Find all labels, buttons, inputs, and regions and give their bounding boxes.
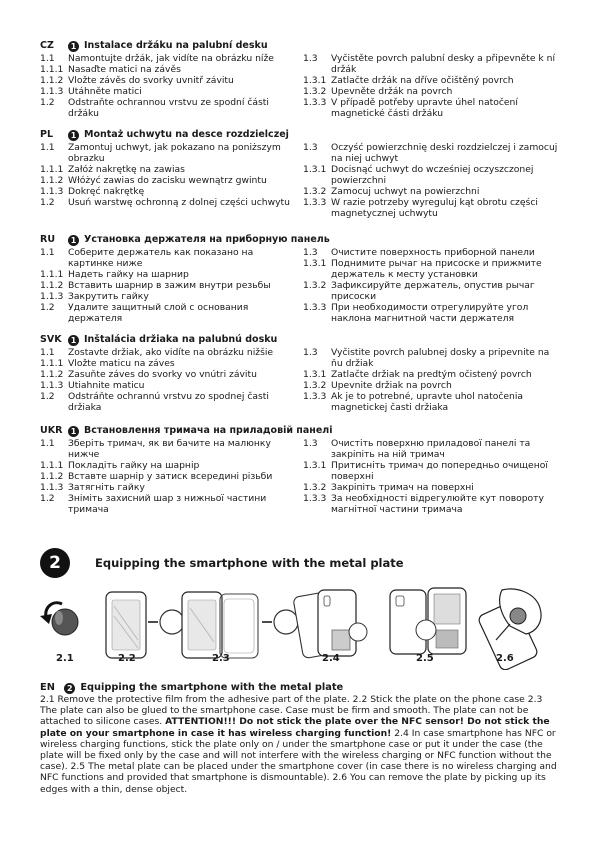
instruction-row bbox=[303, 380, 560, 391]
instruction-row bbox=[40, 164, 295, 175]
instruction-row bbox=[303, 493, 560, 515]
instruction-number: 1.1.1 bbox=[40, 358, 64, 369]
instruction-text: За необхідності відрегулюйте кут повороту магнітної частини тримача bbox=[331, 493, 544, 515]
instruction-number: 1.2 bbox=[40, 97, 55, 108]
instruction-row bbox=[40, 247, 295, 269]
instruction-number: 1.1.2 bbox=[40, 280, 64, 291]
instruction-number: 1.3 bbox=[303, 142, 318, 153]
instruction-text: Nasaďte matici na závěs bbox=[68, 64, 181, 75]
instruction-row bbox=[303, 186, 560, 197]
step-label: 2.6 bbox=[496, 653, 514, 664]
instruction-text: Upevnite držiak na povrch bbox=[331, 380, 452, 391]
en-text-part-1: 2.1 Remove the protective film from the adhesive part of the plate. 2.2 Stick the plate on the phone case 2.3 The plate can also be glued to the smartphone case. Case must be firm and smooth. The plate can not be attached to silicone cases. bbox=[40, 694, 543, 728]
instruction-number: 1.3.3 bbox=[303, 493, 327, 504]
lang-title bbox=[68, 129, 289, 141]
lang-block-svk bbox=[40, 334, 560, 413]
instruction-row bbox=[40, 186, 295, 197]
instruction-text: W razie potrzeby wyreguluj kąt obrotu części magnetycznej uchwytu bbox=[331, 197, 538, 219]
instructions-left-column bbox=[40, 142, 295, 208]
instruction-text: Zasuňte záves do svorky vo vnútri závitu bbox=[68, 369, 257, 380]
en-body bbox=[40, 694, 562, 795]
en-warning: ATTENTION!!! Do not stick the plate over the NFC sensor! Do not stick the plate on your smartphone in case it has wireless charging function! bbox=[40, 716, 550, 739]
instruction-number: 1.3 bbox=[303, 53, 318, 64]
step-number-badge: 1 bbox=[68, 426, 79, 437]
instruction-text: Зафиксируйте держатель, опустив рычаг присоски bbox=[331, 280, 535, 302]
instruction-row bbox=[303, 482, 560, 493]
lang-code: UKR bbox=[40, 425, 63, 436]
instruction-text: Vložte maticu na záves bbox=[68, 358, 175, 369]
phone-with-plate-icon bbox=[106, 592, 184, 658]
instruction-text: Vyčistěte povrch palubní desky a připevněte k ní držák bbox=[331, 53, 556, 75]
instruction-text: Закрутить гайку bbox=[68, 291, 149, 302]
instruction-text: Зніміть захисний шар з нижньої частини тримача bbox=[68, 493, 267, 515]
section-2-title: Equipping the smartphone with the metal plate bbox=[95, 556, 404, 570]
instruction-number: 1.1.3 bbox=[40, 86, 64, 97]
instruction-number: 1.2 bbox=[40, 493, 55, 504]
instruction-number: 1.3.2 bbox=[303, 380, 327, 391]
instruction-row bbox=[40, 347, 295, 358]
instruction-row bbox=[303, 347, 560, 369]
lang-title-text: Montaż uchwytu na desce rozdzielczej bbox=[84, 129, 289, 140]
instruction-row bbox=[40, 482, 295, 493]
phone-cover-open-icon bbox=[390, 588, 466, 654]
instruction-number: 1.2 bbox=[40, 391, 55, 402]
instructions-right-column bbox=[303, 438, 560, 515]
instruction-text: Oczyść powierzchnię deski rozdzielczej i zamocuj na niej uchwyt bbox=[331, 142, 558, 164]
instruction-text: Włóżyć zawias do zacisku wewnątrz gwintu bbox=[68, 175, 267, 186]
instruction-number: 1.1.2 bbox=[40, 369, 64, 380]
instruction-text: V případě potřeby upravte úhel natočení magnetické části držáku bbox=[331, 97, 518, 119]
instructions-right-column bbox=[303, 53, 560, 119]
en-instructions bbox=[40, 682, 562, 795]
instruction-row bbox=[40, 75, 295, 86]
instruction-number: 1.3.1 bbox=[303, 75, 327, 86]
step-number-badge: 1 bbox=[68, 130, 79, 141]
section-number-badge: 2 bbox=[40, 548, 70, 578]
en-text-part-2: 2.4 In case smartphone has NFC or wireless charging functions, stick the plate only on / under the smartphone case or put it under the case (the plate will be fixed only by the case and will not interfere with the wireless charging or NFC function without the case). 2.5 The metal plate can be placed under the smartphone cover (in case there is no wireless charging and NFC functions and provided that smartphone is dismountable). 2.6 You can remove the plate by picking up its edges with a thin, dense object. bbox=[40, 727, 557, 795]
instruction-row bbox=[40, 493, 295, 515]
instructions-left-column bbox=[40, 247, 295, 324]
lang-block-ukr bbox=[40, 425, 560, 515]
instruction-text: Namontujte držák, jak vidíte na obrázku níže bbox=[68, 53, 274, 64]
instruction-text: Покладіть гайку на шарнір bbox=[68, 460, 200, 471]
instruction-row bbox=[303, 460, 560, 482]
instruction-text: Зберіть тримач, як ви бачите на малюнку нижче bbox=[68, 438, 271, 460]
instruction-row bbox=[303, 75, 560, 86]
instruction-text: Zatlačte držiak na predtým očistený povrch bbox=[331, 369, 532, 380]
instruction-row bbox=[40, 358, 295, 369]
instructions-right-column bbox=[303, 142, 560, 219]
phone-back-case-icon bbox=[293, 590, 367, 659]
instruction-number: 1.3.3 bbox=[303, 97, 327, 108]
instruction-row bbox=[40, 53, 295, 64]
instruction-number: 1.1 bbox=[40, 438, 55, 449]
instruction-row bbox=[40, 97, 295, 119]
instruction-text: Vložte závěs do svorky uvnitř závitu bbox=[68, 75, 234, 86]
instruction-text: Utáhněte matici bbox=[68, 86, 142, 97]
instruction-text: Удалите защитный слой с основания держателя bbox=[68, 302, 249, 324]
instruction-number: 1.3.1 bbox=[303, 258, 327, 269]
instruction-number: 1.3 bbox=[303, 438, 318, 449]
instruction-number: 1.3.2 bbox=[303, 186, 327, 197]
instruction-row bbox=[303, 302, 560, 324]
instruction-row bbox=[303, 53, 560, 75]
instruction-row bbox=[40, 369, 295, 380]
instruction-text: Притисніть тримач до попередньо очищеної поверхні bbox=[331, 460, 548, 482]
instruction-number: 1.1.1 bbox=[40, 460, 64, 471]
instruction-row bbox=[40, 438, 295, 460]
instruction-row bbox=[40, 142, 295, 164]
lang-title bbox=[68, 334, 277, 346]
instruction-text: Соберите держатель как показано на картинке ниже bbox=[68, 247, 254, 269]
instruction-row bbox=[40, 280, 295, 291]
step-number-badge: 1 bbox=[68, 235, 79, 246]
instruction-number: 1.1.1 bbox=[40, 64, 64, 75]
instruction-number: 1.1.1 bbox=[40, 164, 64, 175]
instruction-text: Вставить шарнир в зажим внутри резьбы bbox=[68, 280, 271, 291]
instruction-number: 1.3.3 bbox=[303, 391, 327, 402]
step-number-badge: 1 bbox=[68, 41, 79, 52]
step-label: 2.3 bbox=[212, 653, 230, 664]
instruction-row bbox=[303, 164, 560, 186]
instruction-number: 1.3.2 bbox=[303, 482, 327, 493]
instruction-text: Załóż nakrętkę na zawias bbox=[68, 164, 185, 175]
lang-block-cz bbox=[40, 40, 560, 119]
instructions-left-column bbox=[40, 53, 295, 119]
lang-block-ru bbox=[40, 234, 560, 324]
instruction-text: Вставте шарнір у затиск всередині різьби bbox=[68, 471, 273, 482]
instruction-row bbox=[40, 269, 295, 280]
instruction-row bbox=[40, 471, 295, 482]
instruction-number: 1.3.1 bbox=[303, 369, 327, 380]
plate-with-arrow-icon bbox=[40, 603, 78, 635]
instruction-text: Usuń warstwę ochronną z dolnej części uchwytu bbox=[68, 197, 290, 208]
instruction-text: Upevněte držák na povrch bbox=[331, 86, 453, 97]
instruction-row bbox=[40, 175, 295, 186]
instruction-text: Затягніть гайку bbox=[68, 482, 145, 493]
instruction-row bbox=[303, 97, 560, 119]
instruction-number: 1.1 bbox=[40, 142, 55, 153]
instruction-number: 1.3.2 bbox=[303, 86, 327, 97]
step-number-badge: 1 bbox=[68, 335, 79, 346]
instruction-number: 1.1.3 bbox=[40, 291, 64, 302]
instruction-text: Очистите поверхность приборной панели bbox=[331, 247, 535, 258]
instruction-row bbox=[40, 197, 295, 208]
phone-case-plate-icon bbox=[182, 592, 298, 658]
instruction-number: 1.1 bbox=[40, 53, 55, 64]
instruction-number: 1.1.1 bbox=[40, 269, 64, 280]
step-label: 2.2 bbox=[118, 653, 136, 664]
instruction-number: 1.1.3 bbox=[40, 482, 64, 493]
instruction-text: При необходимости отрегулируйте угол наклона магнитной части держателя bbox=[331, 302, 529, 324]
instruction-text: Zatlačte držák na dříve očištěný povrch bbox=[331, 75, 514, 86]
instruction-text: Ak je to potrebné, upravte uhol natočenia magnetickej časti držiaka bbox=[331, 391, 524, 413]
lang-code: RU bbox=[40, 234, 56, 245]
instruction-number: 1.3.1 bbox=[303, 164, 327, 175]
instruction-text: Очистіть поверхню приладової панелі та закріпіть на ній тримач bbox=[331, 438, 531, 460]
lang-block-pl bbox=[40, 129, 560, 219]
instruction-row bbox=[40, 380, 295, 391]
instruction-row bbox=[303, 369, 560, 380]
step-label: 2.1 bbox=[56, 653, 74, 664]
instruction-number: 1.1.3 bbox=[40, 380, 64, 391]
instructions-right-column bbox=[303, 347, 560, 413]
instruction-number: 1.3 bbox=[303, 347, 318, 358]
instructions-right-column bbox=[303, 247, 560, 324]
instruction-text: Поднимите рычаг на присоске и прижмите держатель к месту установки bbox=[331, 258, 542, 280]
instruction-text: Zostavte držiak, ako vidíte na obrázku nižšie bbox=[68, 347, 274, 358]
lang-title-text: Inštalácia držiaka na palubnú dosku bbox=[84, 334, 278, 345]
instructions-left-column bbox=[40, 438, 295, 515]
en-title: Equipping the smartphone with the metal plate bbox=[80, 682, 344, 693]
instruction-row bbox=[40, 460, 295, 471]
instruction-text: Docisnąć uchwyt do wcześniej oczyszczonej powierzchni bbox=[331, 164, 534, 186]
instruction-number: 1.1 bbox=[40, 247, 55, 258]
instruction-number: 1.3 bbox=[303, 247, 318, 258]
illustration-strip bbox=[40, 586, 560, 670]
step-number-badge: 2 bbox=[64, 683, 75, 694]
instruction-text: Odstraňte ochrannou vrstvu ze spodní části držáku bbox=[68, 97, 269, 119]
lang-code: CZ bbox=[40, 40, 54, 51]
lang-title-text: Встановлення тримача на приладовій панелі bbox=[84, 425, 333, 436]
instruction-text: Dokręć nakrętkę bbox=[68, 186, 145, 197]
instruction-row bbox=[303, 258, 560, 280]
instruction-text: Vyčistite povrch palubnej dosky a pripevnite na ňu držiak bbox=[331, 347, 550, 369]
lang-title-text: Instalace držáku na palubní desku bbox=[84, 40, 268, 51]
step-label: 2.4 bbox=[322, 653, 340, 664]
instruction-number: 1.3.3 bbox=[303, 302, 327, 313]
instruction-row bbox=[303, 280, 560, 302]
instruction-number: 1.1 bbox=[40, 347, 55, 358]
instruction-text: Utiahnite maticu bbox=[68, 380, 145, 391]
instruction-row bbox=[303, 86, 560, 97]
instruction-row bbox=[303, 247, 560, 258]
instruction-text: Надеть гайку на шарнир bbox=[68, 269, 189, 280]
instruction-text: Закріпіть тримач на поверхні bbox=[331, 482, 474, 493]
instruction-number: 1.1.2 bbox=[40, 175, 64, 186]
instruction-row bbox=[303, 197, 560, 219]
instruction-number: 1.3.3 bbox=[303, 197, 327, 208]
instruction-number: 1.1.2 bbox=[40, 75, 64, 86]
instruction-number: 1.1.3 bbox=[40, 186, 64, 197]
instruction-text: Zamocuj uchwyt na powierzchni bbox=[331, 186, 480, 197]
instruction-text: Zamontuj uchwyt, jak pokazano na poniższym obrazku bbox=[68, 142, 281, 164]
instruction-row bbox=[303, 438, 560, 460]
instructions-left-column bbox=[40, 347, 295, 413]
lang-title bbox=[68, 40, 268, 52]
instruction-row bbox=[40, 302, 295, 324]
lang-title bbox=[68, 425, 333, 437]
instruction-number: 1.3.2 bbox=[303, 280, 327, 291]
instruction-row bbox=[40, 291, 295, 302]
instruction-row bbox=[303, 391, 560, 413]
instruction-number: 1.2 bbox=[40, 302, 55, 313]
instruction-number: 1.2 bbox=[40, 197, 55, 208]
instruction-row bbox=[303, 142, 560, 164]
instruction-row bbox=[40, 64, 295, 75]
step-label: 2.5 bbox=[416, 653, 434, 664]
lang-title-text: Установка держателя на приборную панель bbox=[84, 234, 330, 245]
en-heading bbox=[40, 682, 562, 694]
lang-title bbox=[68, 234, 330, 246]
instruction-number: 1.1.2 bbox=[40, 471, 64, 482]
lang-code: SVK bbox=[40, 334, 62, 345]
lang-code: EN bbox=[40, 682, 55, 693]
lang-code: PL bbox=[40, 129, 54, 140]
instruction-text: Odstráňte ochrannú vrstvu zo spodnej časti držiaka bbox=[68, 391, 269, 413]
instruction-row bbox=[40, 86, 295, 97]
instruction-number: 1.3.1 bbox=[303, 460, 327, 471]
section-2-header bbox=[40, 548, 560, 578]
instruction-row bbox=[40, 391, 295, 413]
